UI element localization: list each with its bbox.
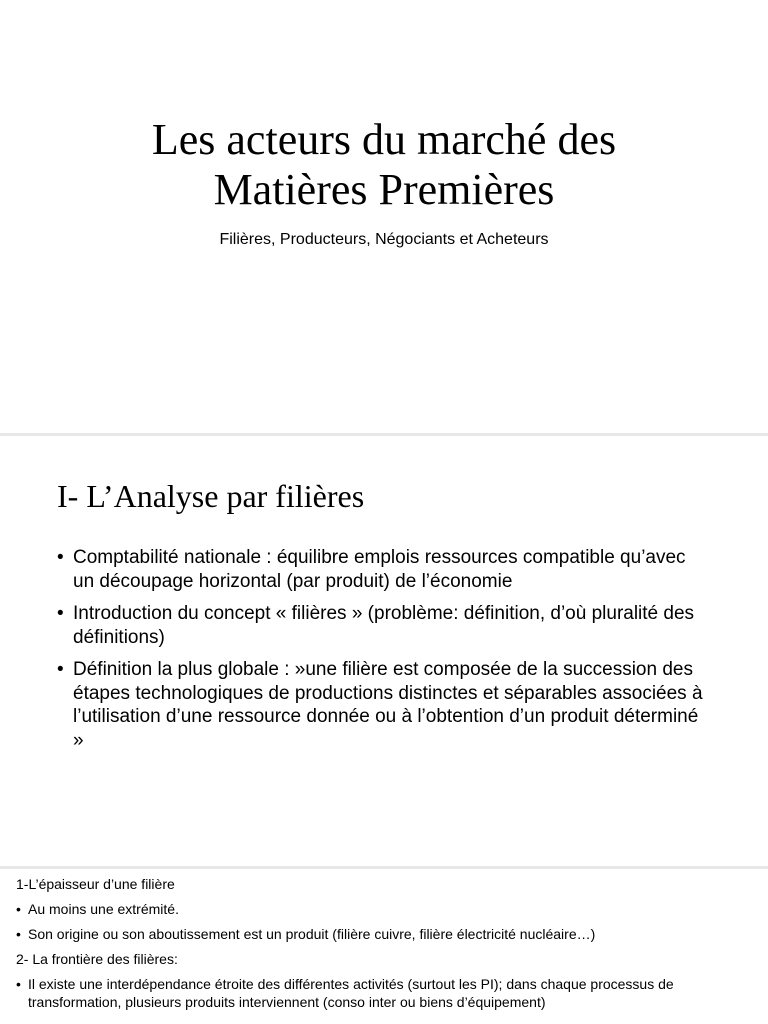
bullet-text: Introduction du concept « filières » (problème: définition, d’où pluralité des définitions) [73,603,695,648]
list-heading: 2- La frontière des filières: [16,951,178,967]
bullet-item [57,602,707,649]
bullet-text: Comptabilité nationale : équilibre emplois ressources compatible qu’avec un découpage horizontal (par produit) de l’économie [73,547,686,592]
bullet-marker: • [16,901,21,917]
slide-title [0,115,768,215]
section-heading: I- L’Analyse par filières [57,478,365,514]
bullet-marker: • [57,659,64,680]
bullet-text: Au moins une extrémité. [28,901,179,917]
bullet-marker: • [16,926,21,942]
slide-subtitle: Filières, Producteurs, Négociants et Acheteurs [219,231,549,248]
bullet-item [16,925,756,943]
content-slide-analyse [0,436,768,866]
bullet-item [16,975,756,1011]
title-slide [0,0,768,433]
slide-title-line-2: Matières Premières [213,165,555,214]
bullet-marker: • [16,976,21,992]
text-list [16,875,756,1018]
bullet-marker: • [57,603,64,624]
bullet-list [57,546,707,761]
bullet-text: Il existe une interdépendance étroite des différentes activités (surtout les PI); dans chaque processus de transformation, plusieurs produits interviennent (conso inter ou biens d’équipement) [28,976,674,1010]
bullet-text: Définition la plus globale : »une filière est composée de la succession des étapes technologiques de productions distinctes et séparables associées à l’utilisation d’une ressource donnée ou à l’obtention d’un produit déterminé » [73,659,703,751]
bullet-item [57,546,707,593]
slide-title-line-1: Les acteurs du marché des [151,115,617,164]
bullet-item [57,658,707,752]
bullet-text: Son origine ou son aboutissement est un produit (filière cuivre, filière électricité nucléaire…) [28,926,596,942]
list-heading: 1-L’épaisseur d’une filière [16,876,175,892]
content-slide-frontiere [0,869,768,1024]
bullet-marker: • [57,547,64,568]
bullet-item [16,900,756,918]
